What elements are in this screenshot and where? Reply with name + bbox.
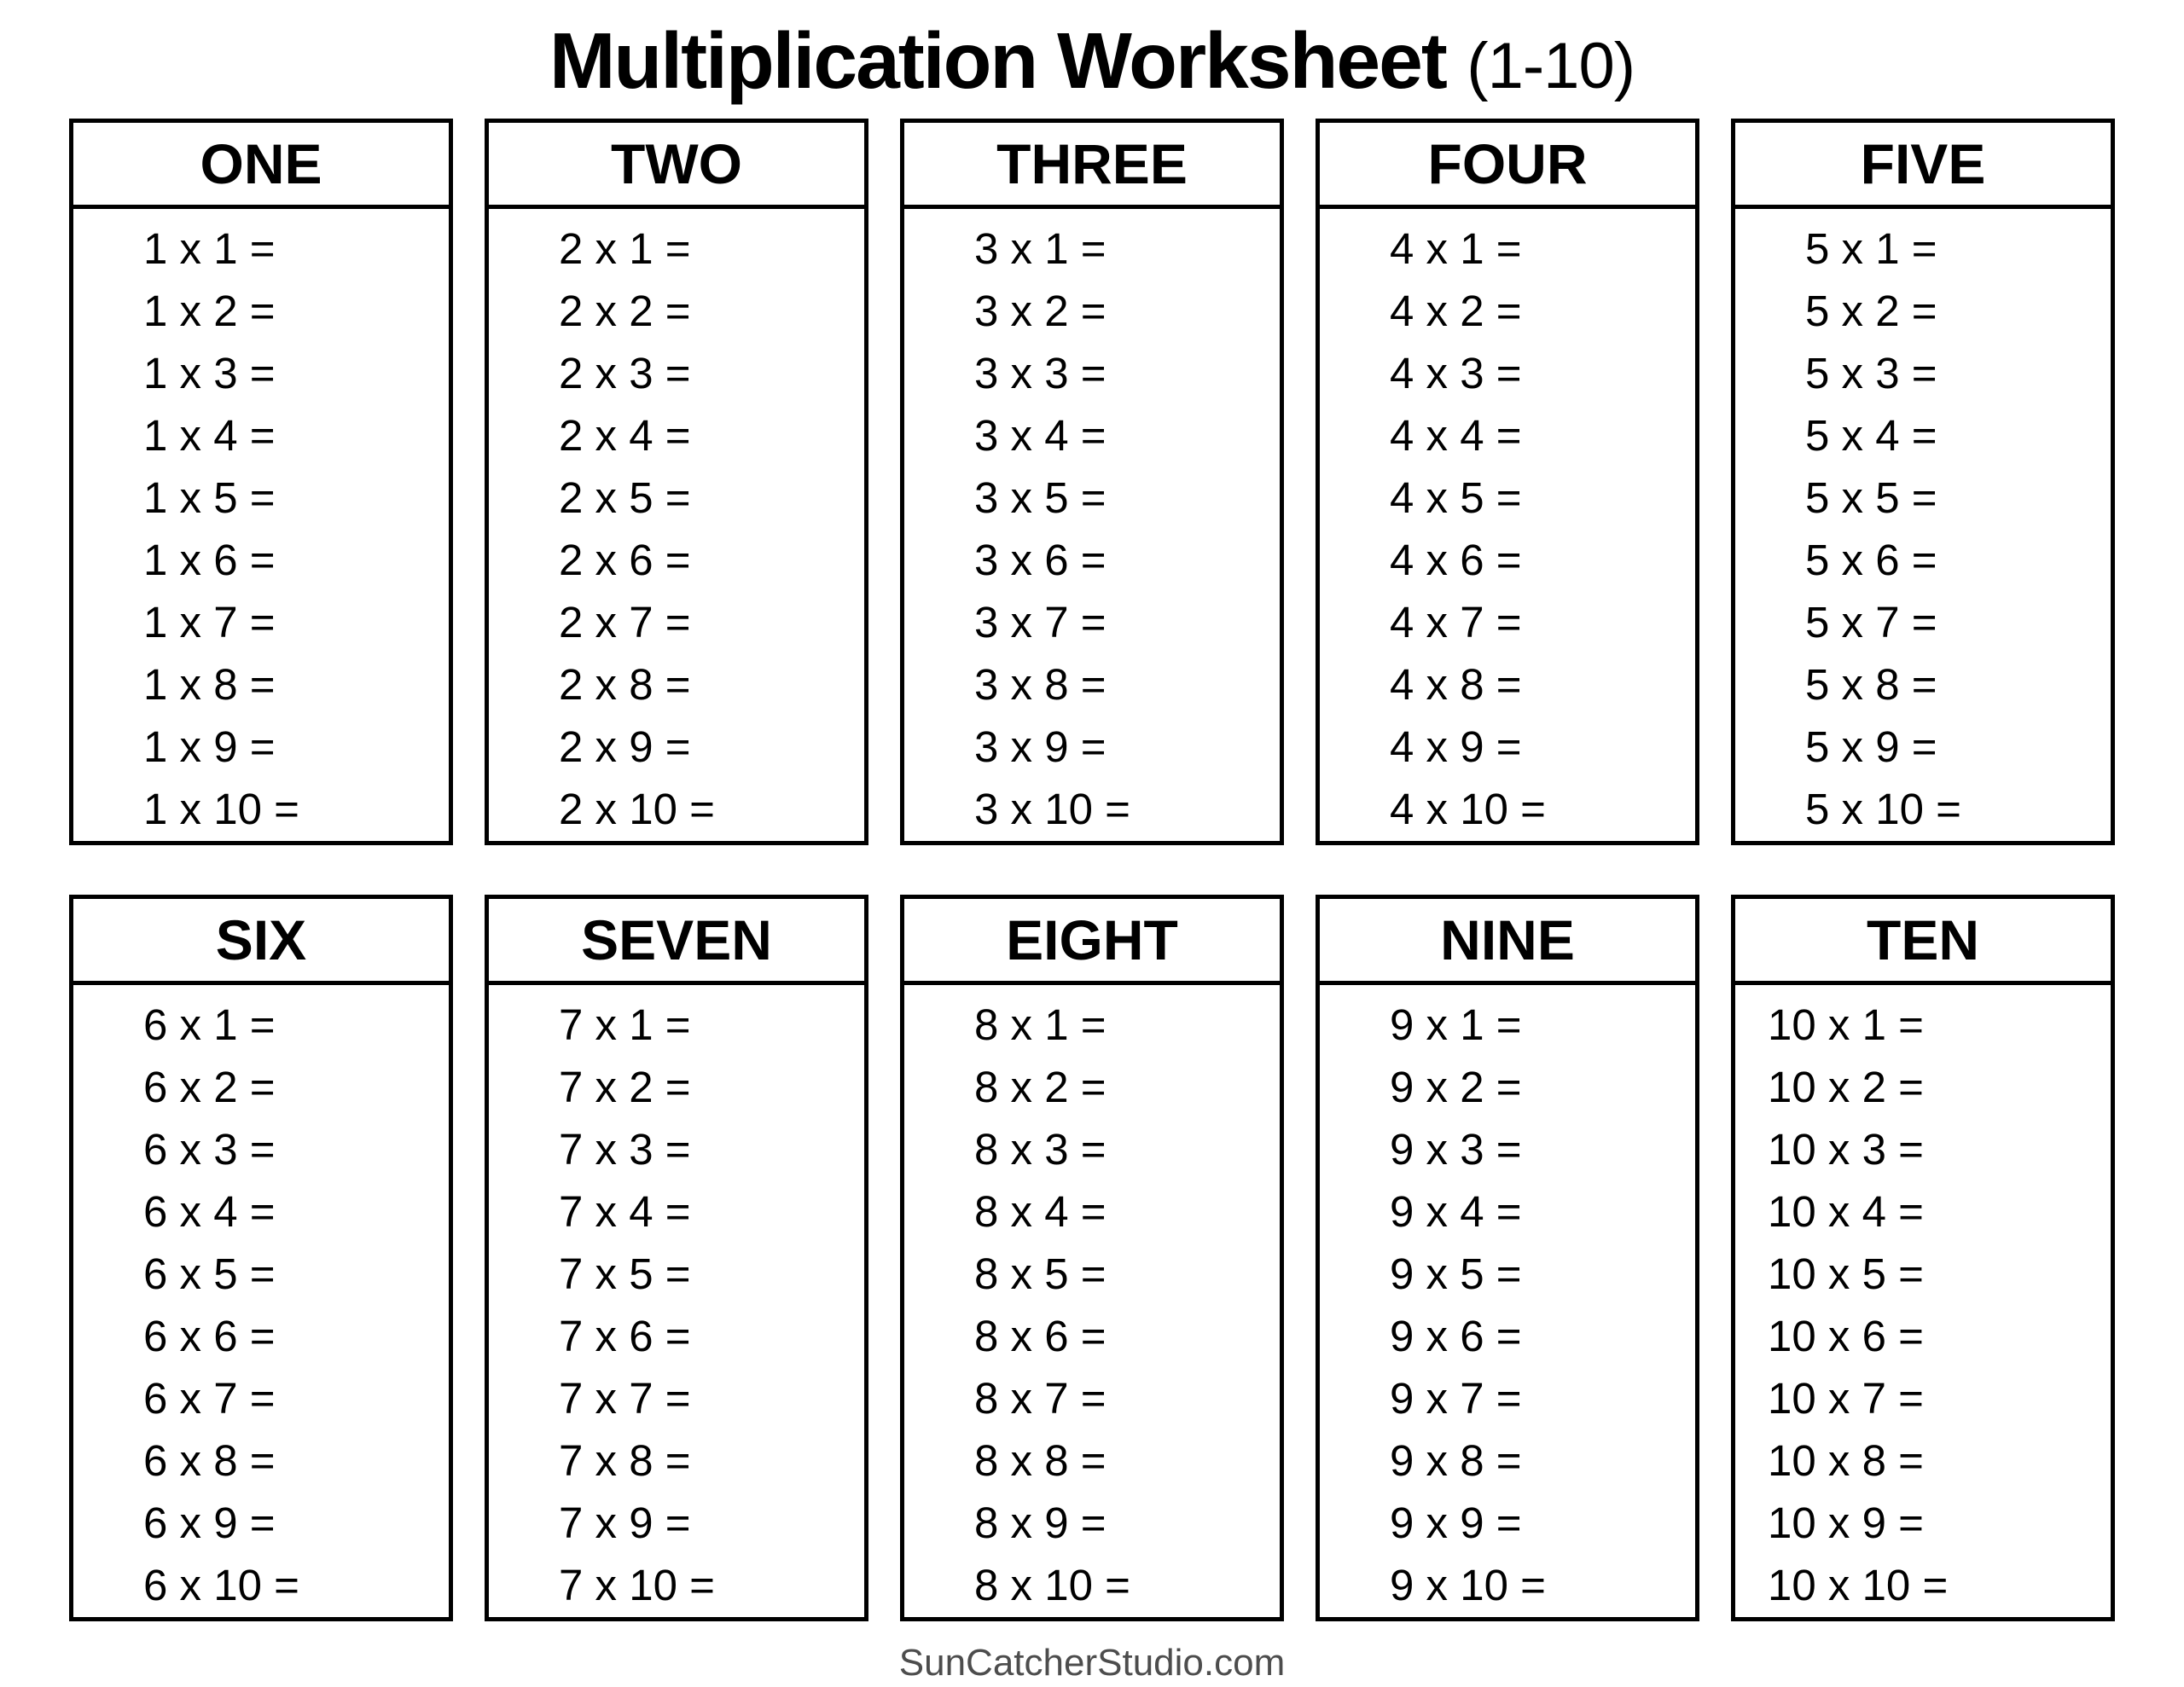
problem-row: 3 x 10 = [974,785,1130,833]
table-two-body [489,209,864,840]
table-two [485,119,868,845]
problem-row: 5 x 2 = [1805,287,1937,335]
problem-row: 4 x 1 = [1390,224,1522,273]
problem-row: 8 x 5 = [974,1249,1107,1298]
problem-row: 5 x 6 = [1805,536,1937,584]
problem-row: 6 x 6 = [143,1312,276,1360]
problem-row: 4 x 6 = [1390,536,1522,584]
problem-row: 7 x 6 = [559,1312,691,1360]
page-title-range: (1-10) [1467,30,1635,102]
problem-row: 8 x 9 = [974,1499,1107,1547]
table-eight-body [904,985,1280,1616]
problem-row: 5 x 5 = [1805,473,1937,522]
table-seven [485,895,868,1621]
table-ten [1731,895,2115,1621]
table-three [900,119,1284,845]
problem-row: 6 x 9 = [143,1499,276,1547]
problem-row: 6 x 2 = [143,1063,276,1111]
page-title-main: Multiplication Worksheet [549,16,1446,105]
table-four [1316,119,1699,845]
problem-row: 5 x 7 = [1805,598,1937,646]
table-three-body [904,209,1280,840]
table-four-body [1320,209,1695,840]
problem-row: 7 x 9 = [559,1499,691,1547]
problem-row: 6 x 7 = [143,1374,276,1423]
table-nine-body [1320,985,1695,1616]
table-nine-header: NINE [1320,899,1695,985]
table-seven-header: SEVEN [489,899,864,985]
problem-row: 8 x 8 = [974,1436,1107,1485]
problem-row: 1 x 7 = [143,598,276,646]
problem-row: 10 x 3 = [1768,1125,1924,1174]
table-six-body [73,985,449,1616]
problem-row: 4 x 2 = [1390,287,1522,335]
problem-row: 1 x 4 = [143,411,276,460]
problem-row: 3 x 4 = [974,411,1107,460]
problem-row: 7 x 7 = [559,1374,691,1423]
table-ten-body [1735,985,2111,1616]
problem-row: 4 x 5 = [1390,473,1522,522]
problem-row: 6 x 8 = [143,1436,276,1485]
problem-row: 2 x 6 = [559,536,691,584]
problem-row: 7 x 2 = [559,1063,691,1111]
problem-row: 10 x 10 = [1768,1561,1949,1609]
problem-row: 9 x 1 = [1390,1000,1522,1049]
table-eight [900,895,1284,1621]
problem-row: 1 x 6 = [143,536,276,584]
problem-row: 8 x 10 = [974,1561,1130,1609]
problem-row: 9 x 8 = [1390,1436,1522,1485]
table-eight-header: EIGHT [904,899,1280,985]
problem-row: 7 x 3 = [559,1125,691,1174]
problem-row: 2 x 10 = [559,785,715,833]
problem-row: 9 x 4 = [1390,1187,1522,1236]
problem-row: 9 x 6 = [1390,1312,1522,1360]
table-five-body [1735,209,2111,840]
problem-row: 2 x 4 = [559,411,691,460]
problem-row: 5 x 3 = [1805,349,1937,397]
table-seven-body [489,985,864,1616]
problem-row: 10 x 6 = [1768,1312,1924,1360]
problem-row: 6 x 3 = [143,1125,276,1174]
problem-row: 2 x 2 = [559,287,691,335]
tables-grid [0,119,2184,1621]
problem-row: 4 x 10 = [1390,785,1546,833]
table-five-header: FIVE [1735,123,2111,209]
problem-row: 9 x 5 = [1390,1249,1522,1298]
problem-row: 1 x 1 = [143,224,276,273]
problem-row: 10 x 8 = [1768,1436,1924,1485]
problem-row: 5 x 9 = [1805,722,1937,771]
problem-row: 1 x 9 = [143,722,276,771]
problem-row: 7 x 5 = [559,1249,691,1298]
problem-row: 1 x 8 = [143,660,276,709]
problem-row: 9 x 7 = [1390,1374,1522,1423]
problem-row: 4 x 8 = [1390,660,1522,709]
problem-row: 10 x 9 = [1768,1499,1924,1547]
problem-row: 2 x 3 = [559,349,691,397]
problem-row: 5 x 1 = [1805,224,1937,273]
problem-row: 5 x 8 = [1805,660,1937,709]
problem-row: 2 x 7 = [559,598,691,646]
problem-row: 8 x 3 = [974,1125,1107,1174]
table-three-header: THREE [904,123,1280,209]
problem-row: 6 x 4 = [143,1187,276,1236]
problem-row: 6 x 10 = [143,1561,299,1609]
problem-row: 4 x 4 = [1390,411,1522,460]
problem-row: 10 x 2 = [1768,1063,1924,1111]
table-one-header: ONE [73,123,449,209]
problem-row: 3 x 5 = [974,473,1107,522]
problem-row: 7 x 4 = [559,1187,691,1236]
table-six-header: SIX [73,899,449,985]
problem-row: 7 x 10 = [559,1561,715,1609]
problem-row: 3 x 9 = [974,722,1107,771]
problem-row: 6 x 5 = [143,1249,276,1298]
problem-row: 6 x 1 = [143,1000,276,1049]
table-six [69,895,453,1621]
table-two-header: TWO [489,123,864,209]
problem-row: 10 x 4 = [1768,1187,1924,1236]
problem-row: 9 x 3 = [1390,1125,1522,1174]
problem-row: 2 x 1 = [559,224,691,273]
problem-row: 4 x 7 = [1390,598,1522,646]
problem-row: 10 x 7 = [1768,1374,1924,1423]
problem-row: 4 x 9 = [1390,722,1522,771]
problem-row: 9 x 9 = [1390,1499,1522,1547]
problem-row: 2 x 9 = [559,722,691,771]
problem-row: 2 x 5 = [559,473,691,522]
problem-row: 1 x 10 = [143,785,299,833]
problem-row: 1 x 5 = [143,473,276,522]
problem-row: 4 x 3 = [1390,349,1522,397]
problem-row: 8 x 2 = [974,1063,1107,1111]
problem-row: 3 x 1 = [974,224,1107,273]
problem-row: 8 x 7 = [974,1374,1107,1423]
problem-row: 3 x 3 = [974,349,1107,397]
footer-credit: SunCatcherStudio.com [898,1642,1286,1684]
table-nine [1316,895,1699,1621]
table-four-header: FOUR [1320,123,1695,209]
problem-row: 3 x 6 = [974,536,1107,584]
problem-row: 5 x 10 = [1805,785,1961,833]
problem-row: 9 x 10 = [1390,1561,1546,1609]
table-ten-header: TEN [1735,899,2111,985]
problem-row: 7 x 1 = [559,1000,691,1049]
problem-row: 9 x 2 = [1390,1063,1522,1111]
problem-row: 7 x 8 = [559,1436,691,1485]
problem-row: 8 x 1 = [974,1000,1107,1049]
page-title [0,0,2184,107]
problem-row: 10 x 1 = [1768,1000,1924,1049]
problem-row: 8 x 4 = [974,1187,1107,1236]
problem-row: 5 x 4 = [1805,411,1937,460]
table-one-body [73,209,449,840]
problem-row: 2 x 8 = [559,660,691,709]
problem-row: 10 x 5 = [1768,1249,1924,1298]
table-one [69,119,453,845]
table-five [1731,119,2115,845]
problem-row: 3 x 7 = [974,598,1107,646]
problem-row: 1 x 3 = [143,349,276,397]
problem-row: 3 x 2 = [974,287,1107,335]
problem-row: 1 x 2 = [143,287,276,335]
problem-row: 8 x 6 = [974,1312,1107,1360]
problem-row: 3 x 8 = [974,660,1107,709]
